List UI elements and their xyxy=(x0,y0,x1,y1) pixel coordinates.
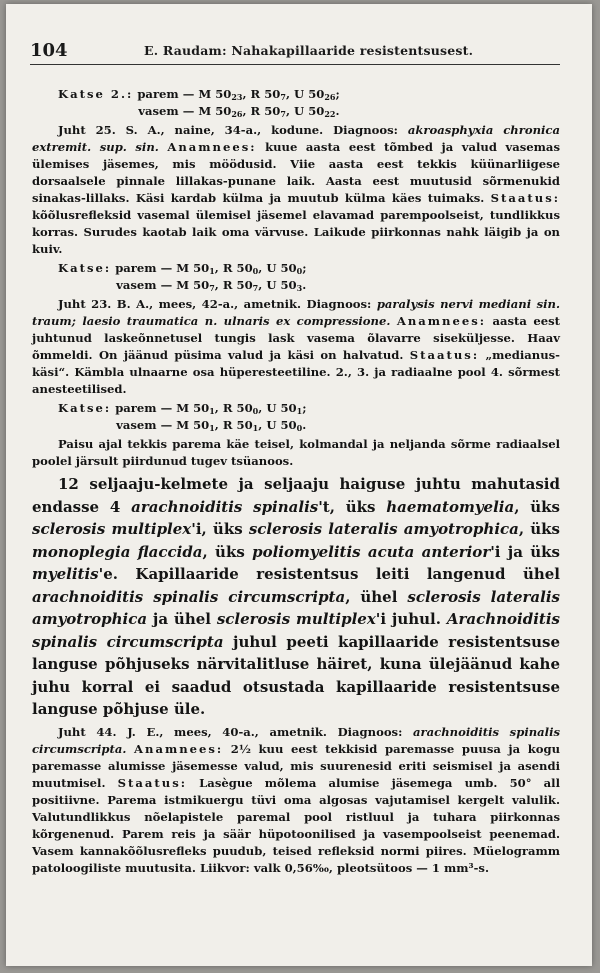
katse-row: — M $50_7$, R $50_7$, U $50_3$. xyxy=(160,278,307,293)
paisu-paragraph: Paisu ajal tekkis parema käe teisel, kolmandal ja neljanda sõrme radiaalsel poolel järsult piirdunud tugev tsüanoos. xyxy=(32,437,560,468)
katse-row: — M $50_1$, R $50_1$, U $50_0$. xyxy=(160,418,307,433)
running-head: E. Raudam: Nahakapillaaride resistentsusest. xyxy=(144,43,474,58)
katse-block-3: Katse: parem — M $50_1$, R $50_0$, U $50_1$; vasem — M $50_1$, R $50_1$, U $50_0$. xyxy=(58,401,307,433)
case-25-paragraph: Juht 25. S. A., naine, 34-a., kodune. Diagnoos: akroasphyxia chronica extremit. sup. sin. Anamnees: kuue aasta eest tõmbed ja valud vasemas ülemises jäsemes, mis möödusid. Viie aasta eest tekkis küünarliigese dorsaalsele pinnale lillakas-punane laik. Aasta eest muutusid sõrmenukid sinakas-lillaks. Käsi kardab külma ja muutub külma käes tuimaks. Staatus: kõõlusrefleksid vasemal ülemisel jäsemel elavamad parempoolseist, tundlikkus korras. Surudes kaotab laik oma värvuse. Laikude piirkonnas nahk läigib ja on kuiv. xyxy=(32,123,560,256)
katse-block-2: Katse: parem — M $50_1$, R $50_0$, U $50_0$; vasem — M $50_7$, R $50_7$, U $50_3$. xyxy=(58,261,307,293)
main-paragraph: 12 seljaaju-kelmete ja seljaaju haiguse juhtu mahutasid endasse 4 arachnoiditis spinalis't, üks haematomyelia, üks sclerosis multiplex'i, üks sclerosis lateralis amyotrophica, üks monoplegia flaccida, üks poliomyelitis acuta anterior'i ja üks myelitis'e. Kapillaaride resistentsus leiti langenud ühel arachnoiditis spinalis circumscripta, ühel sclerosis lateralis amyotrophica ja ühel sclerosis multiplex'i juhul. Arachnoiditis spinalis circumscripta juhul peeti kapillaaride resistentsuse languse põhjuseks närvitalitluse häiret, kuna ülejäänud kahe juhu korral ei saadud otsustada kapillaaride resistentsuse languse põhjuse üle. xyxy=(32,475,560,718)
case-44-paragraph: Juht 44. J. E., mees, 40-a., ametnik. Diagnoos: arachnoiditis spinalis circumscripta. Anamnees: 2½ kuu eest tekkisid paremasse puusa ja kogu paremasse alumisse jäsemesse valud, mis suurenesid eriti seismisel ja asendi muutmisel. Staatus: Lasègue mõlema alumise jäsemega umb. 50° all positiivne. Parema istmikuergu tüvi oma algosas vajutamisel kergelt valulik. Valutundlikkus nõelapistele paremal pool ristluul ja tuhara piirkonnas kõrgenenud. Parem reis ja säär hüpotoonilised ja vasempoolseist peenemad. Vasem kannakõõlusrefleks puudub, teised refleksid normi piires. Müelogramm patoloogiliste muutusita. Liikvor: valk 0,56‰, pleotsütoos — 1 mm³-s. xyxy=(32,724,560,875)
page-header xyxy=(30,40,560,65)
katse-block-1: Katse 2.: parem — M $50_{23}$, R $50_7$, U $50_{26}$; vasem — M $50_{26}$, R $50_7$, U $50_{22}$. xyxy=(58,87,340,119)
katse-row: — M $50_1$, R $50_0$, U $50_0$; xyxy=(160,261,307,276)
katse-row: — M $50_{23}$, R $50_7$, U $50_{26}$; xyxy=(182,87,340,102)
katse-row: — M $50_1$, R $50_0$, U $50_1$; xyxy=(160,401,307,416)
katse-row: — M $50_{26}$, R $50_7$, U $50_{22}$. xyxy=(182,104,340,119)
case-23-paragraph: Juht 23. B. A., mees, 42-a., ametnik. Diagnoos: paralysis nervi mediani sin. traum; laesio traumatica n. ulnaris ex compressione. Anamnees: aasta eest juhtunud laskeõnnetusel tungis lask vasema õlavarre siseküljesse. Haav õmmeldi. On jäänud püsima valud ja käsi on halvatud. Staatus: „medianus-käsi“. Kämbla ulnaarne osa hüperesteetiline. 2., 3. ja radiaalne pool 4. sõrmest anesteetilised. xyxy=(32,297,560,396)
journal-page xyxy=(6,4,592,966)
page-body xyxy=(32,84,560,877)
page-number: 104 xyxy=(30,40,68,61)
